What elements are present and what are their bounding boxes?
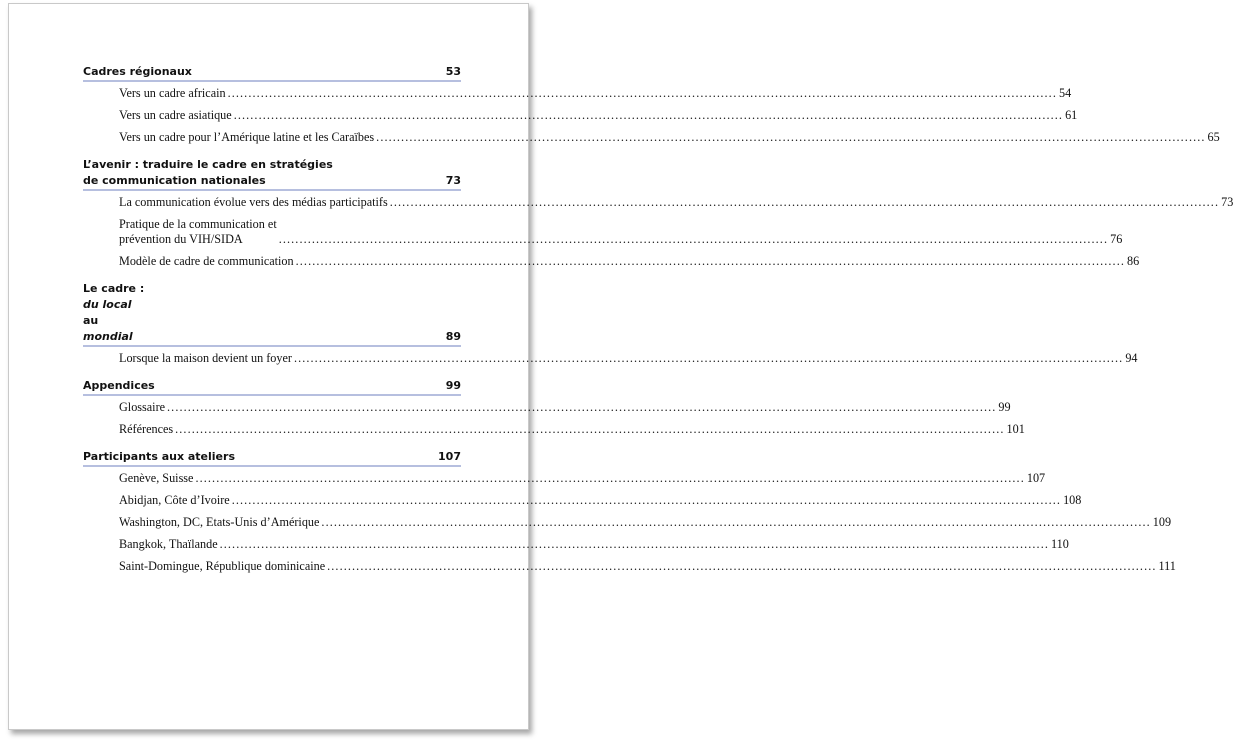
title-part-italic: mondial bbox=[83, 330, 133, 343]
dot-leader: ........................................................................................................................................................................................................ bbox=[293, 351, 1124, 365]
toc-section-le-cadre bbox=[83, 281, 1138, 366]
section-page-number: 89 bbox=[445, 330, 461, 343]
entry-label: Abidjan, Côte d’Ivoire bbox=[119, 493, 230, 507]
section-page-number: 53 bbox=[445, 65, 461, 78]
entry-label-line2: prévention du VIH/SIDA bbox=[119, 232, 243, 246]
document-page bbox=[8, 3, 1233, 730]
entry-label: Modèle de cadre de communication bbox=[119, 254, 294, 268]
toc-entry[interactable] bbox=[119, 515, 1172, 530]
section-title-line2: de communication nationales bbox=[83, 174, 266, 187]
entry-page-number: 111 bbox=[1158, 559, 1176, 573]
title-part: au bbox=[83, 314, 99, 327]
entry-page-number: 86 bbox=[1127, 254, 1140, 268]
entry-label: Washington, DC, Etats-Unis d’Amérique bbox=[119, 515, 320, 529]
entry-label: Vers un cadre pour l’Amérique latine et les Caraïbes bbox=[119, 130, 375, 144]
dot-leader: ........................................................................................................................................................................................................ bbox=[327, 559, 1157, 573]
dot-leader: ........................................................................................................................................................................................................ bbox=[227, 86, 1057, 100]
dot-leader: ........................................................................................................................................................................................................ bbox=[376, 130, 1206, 144]
entry-label: Saint-Domingue, République dominicaine bbox=[119, 559, 326, 573]
toc-entry[interactable] bbox=[119, 351, 1138, 366]
entry-page-number: 54 bbox=[1058, 86, 1072, 100]
entry-label: Glossaire bbox=[119, 400, 166, 414]
section-title: Cadres régionaux bbox=[83, 65, 192, 78]
entry-page-number: 110 bbox=[1050, 537, 1069, 551]
section-title: Participants aux ateliers bbox=[83, 450, 235, 463]
dot-leader: ........................................................................................................................................................................................................ bbox=[231, 493, 1062, 507]
section-page-number: 99 bbox=[445, 379, 461, 392]
dot-leader: ........................................................................................................................................................................................................ bbox=[389, 195, 1220, 209]
section-title: Appendices bbox=[83, 379, 155, 392]
section-title-line1: L’avenir : traduire le cadre en stratégies bbox=[83, 158, 333, 171]
entry-label: Lorsque la maison devient un foyer bbox=[119, 351, 292, 365]
dot-leader: ........................................................................................................................................................................................................ bbox=[195, 471, 1025, 485]
entry-label: Genève, Suisse bbox=[119, 471, 194, 485]
toc-entry[interactable] bbox=[119, 195, 1233, 210]
section-heading bbox=[83, 157, 461, 191]
entry-page-number: 99 bbox=[998, 400, 1011, 414]
title-part: Le cadre : bbox=[83, 282, 145, 295]
dot-leader: ........................................................................................................................................................................................................ bbox=[321, 515, 1151, 529]
toc-entry[interactable] bbox=[119, 254, 1140, 269]
section-heading bbox=[83, 64, 461, 82]
toc-section-cadres-regionaux bbox=[83, 64, 1220, 145]
toc-entry[interactable] bbox=[119, 559, 1176, 574]
section-heading bbox=[83, 378, 461, 396]
section-page-number: 73 bbox=[445, 174, 461, 187]
dot-leader: ........................................................................................................................................................................................................ bbox=[295, 254, 1125, 268]
toc-entry[interactable] bbox=[119, 537, 1069, 552]
section-title bbox=[83, 281, 438, 345]
table-of-contents bbox=[83, 64, 1233, 586]
entry-page-number: 65 bbox=[1207, 130, 1220, 144]
toc-section-appendices bbox=[83, 378, 1025, 437]
entry-page-number: 109 bbox=[1152, 515, 1172, 529]
entry-label: Vers un cadre africain bbox=[119, 86, 226, 100]
section-heading bbox=[83, 281, 461, 347]
dot-leader: ........................................................................................................................................................................................................ bbox=[278, 232, 1109, 246]
entry-page-number: 107 bbox=[1026, 471, 1046, 485]
toc-section-participants bbox=[83, 449, 1176, 574]
entry-page-number: 76 bbox=[1110, 232, 1123, 246]
dot-leader: ........................................................................................................................................................................................................ bbox=[219, 537, 1049, 551]
toc-entry[interactable] bbox=[119, 493, 1082, 508]
toc-entry[interactable] bbox=[119, 108, 1078, 123]
toc-entry[interactable] bbox=[119, 130, 1220, 145]
entry-page-number: 61 bbox=[1065, 108, 1078, 122]
entry-page-number: 101 bbox=[1006, 422, 1025, 436]
dot-leader: ........................................................................................................................................................................................................ bbox=[167, 400, 997, 414]
toc-entry[interactable] bbox=[119, 400, 1011, 415]
dot-leader: ........................................................................................................................................................................................................ bbox=[233, 108, 1064, 122]
toc-entry[interactable] bbox=[119, 471, 1046, 486]
entry-page-number: 73 bbox=[1221, 195, 1233, 209]
entry-label: Références bbox=[119, 422, 174, 436]
toc-entry[interactable] bbox=[119, 86, 1072, 101]
dot-leader: ........................................................................................................................................................................................................ bbox=[175, 422, 1005, 436]
toc-section-avenir bbox=[83, 157, 1233, 269]
entry-label: Bangkok, Thaïlande bbox=[119, 537, 218, 551]
section-page-number: 107 bbox=[438, 450, 461, 463]
toc-entry[interactable] bbox=[119, 217, 1123, 247]
section-heading bbox=[83, 449, 461, 467]
entry-label: La communication évolue vers des médias participatifs bbox=[119, 195, 388, 209]
toc-entry[interactable] bbox=[119, 422, 1025, 437]
entry-page-number: 94 bbox=[1125, 351, 1138, 365]
title-part-italic: du local bbox=[83, 298, 132, 311]
entry-page-number: 108 bbox=[1063, 493, 1082, 507]
entry-label: Vers un cadre asiatique bbox=[119, 108, 232, 122]
entry-label-line1: Pratique de la communication et bbox=[119, 217, 277, 231]
